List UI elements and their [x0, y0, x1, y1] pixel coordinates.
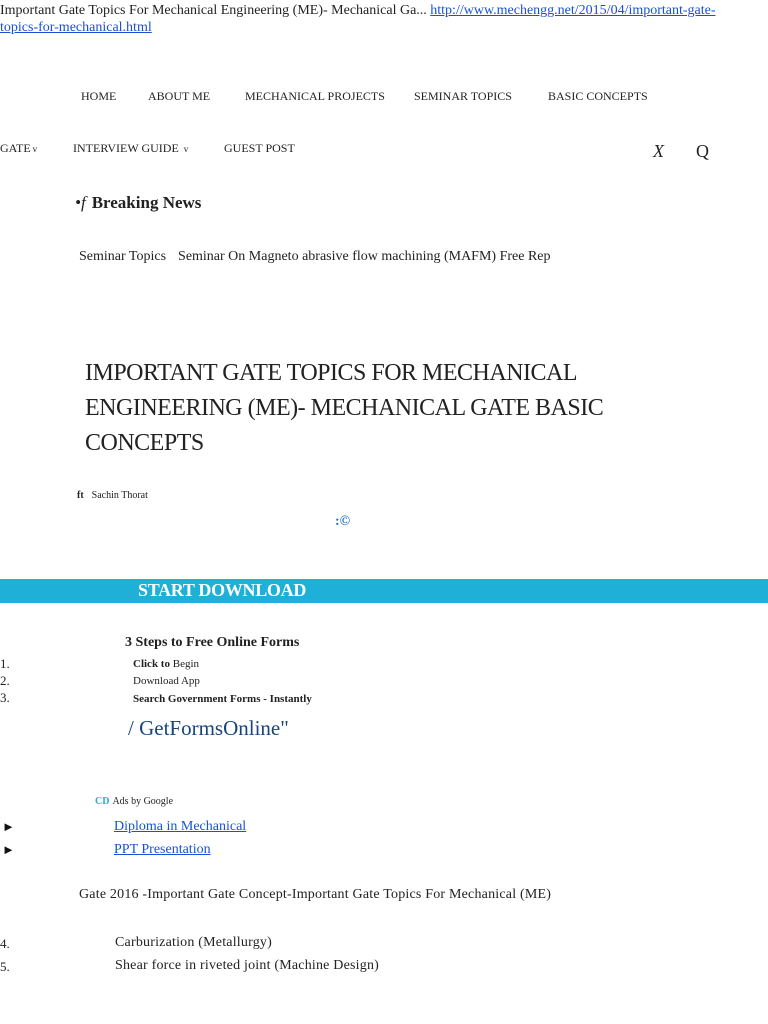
user-icon: ft [77, 490, 84, 501]
ticker-category[interactable]: Seminar Topics [79, 249, 167, 264]
search-icon[interactable]: Q [696, 141, 709, 161]
close-icon[interactable]: X [653, 141, 664, 161]
step-item [133, 675, 200, 687]
list-item: Shear force in riveted joint (Machine Design) [115, 958, 380, 973]
get-forms-online-link[interactable]: / GetFormsOnline" [128, 716, 289, 740]
chevron-down-icon: v [183, 144, 189, 154]
step-bold: Search Government Forms - Instantly [133, 693, 312, 705]
page-url-link-cont[interactable]: topics-for-mechanical.html [0, 20, 152, 35]
step-item [133, 658, 199, 670]
nav-item-interview-guide[interactable] [73, 141, 188, 156]
nav-item-interview-guide-label: INTERVIEW GUIDE [73, 141, 179, 155]
nav-item-home[interactable]: HOME [81, 89, 117, 103]
steps-heading: 3 Steps to Free Online Forms [125, 635, 300, 650]
nav-item-about-me[interactable]: ABOUT ME [148, 89, 211, 103]
list-number: 5. [0, 959, 10, 974]
step-bold: Click to [133, 658, 170, 670]
ticker-headline[interactable]: Seminar On Magneto abrasive flow machining (MAFM) Free Rep [178, 249, 551, 264]
ads-by-google[interactable] [95, 796, 173, 807]
download-button-label: START DOWNLOAD [138, 580, 307, 600]
triangle-right-icon: ► [2, 819, 15, 834]
page-url-link[interactable]: http://www.mechengg.net/2015/04/important-gate- [430, 3, 716, 18]
breaking-news-label: Breaking News [91, 193, 202, 212]
step-number: 2. [0, 673, 10, 688]
list-number: 4. [0, 936, 10, 951]
step-rest: Download App [133, 675, 200, 687]
article-title: IMPORTANT GATE TOPICS FOR MECHANICAL ENGINEERING (ME)- MECHANICAL GATE BASIC CONCEPTS [85, 360, 604, 456]
nav-item-gate[interactable] [0, 141, 37, 156]
nav-item-gate-label: GATE [0, 141, 31, 155]
page-header [0, 2, 768, 36]
ad-link-ppt[interactable]: PPT Presentation [114, 842, 211, 857]
chevron-down-icon: v [32, 144, 38, 154]
step-item [133, 693, 312, 705]
share-icon[interactable]: :© [335, 514, 351, 529]
step-number: 1. [0, 656, 10, 671]
download-banner[interactable] [0, 579, 768, 603]
author-meta [77, 490, 148, 501]
page-title: Important Gate Topics For Mechanical Engineering (ME)- Mechanical Ga... [0, 3, 427, 18]
news-ticker [79, 249, 551, 265]
step-number: 3. [0, 690, 10, 705]
author-name[interactable]: Sachin Thorat [91, 490, 148, 501]
adchoices-icon: CD [95, 796, 110, 807]
nav-item-seminar-topics[interactable]: SEMINAR TOPICS [414, 89, 512, 103]
ads-by-google-label: Ads by Google [112, 796, 174, 807]
step-rest: Begin [169, 658, 200, 670]
nav-item-basic-concepts[interactable]: BASIC CONCEPTS [548, 89, 648, 103]
triangle-right-icon: ► [2, 842, 15, 857]
list-item: Carburization (Metallurgy) [115, 935, 272, 950]
ad-link-diploma[interactable]: Diploma in Mechanical [114, 819, 247, 834]
section-heading: Gate 2016 -Important Gate Concept-Important Gate Topics For Mechanical (ME) [79, 887, 552, 902]
nav-item-guest-post[interactable]: GUEST POST [224, 141, 295, 155]
nav-item-mechanical-projects[interactable]: MECHANICAL PROJECTS [245, 89, 385, 103]
breaking-news-header [75, 193, 201, 213]
bolt-icon: •f [75, 193, 86, 212]
